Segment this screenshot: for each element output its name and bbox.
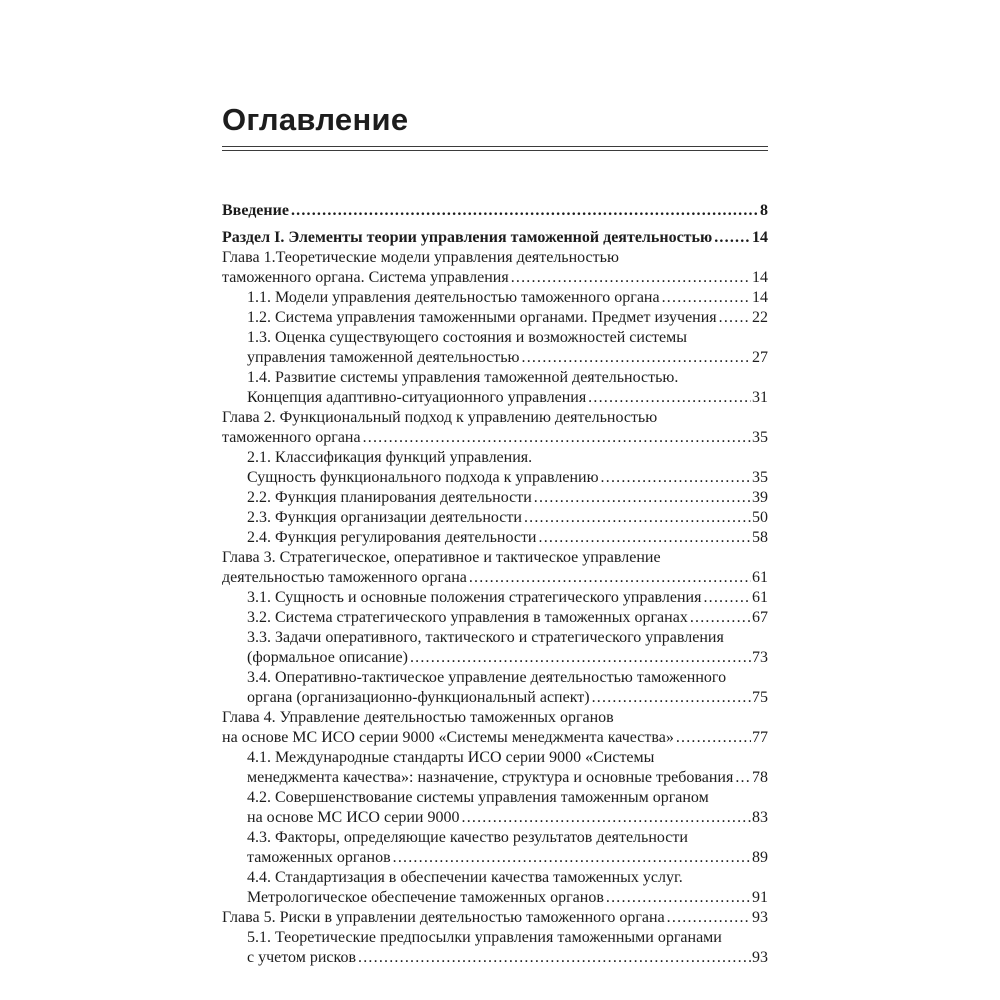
- toc-entry-lastline: [247, 508, 768, 528]
- toc-entry-line: 3.4. Оперативно-тактическое управление деятельностью таможенного: [247, 669, 727, 686]
- toc-entry-text: 2.3. Функция организации деятельности: [247, 509, 522, 526]
- page-number: 78: [752, 769, 768, 786]
- dot-leader: [714, 228, 751, 248]
- toc-entry-text: (формальное описание): [247, 649, 408, 666]
- dot-leader: [719, 308, 751, 328]
- dot-leader: [534, 488, 751, 508]
- toc-entry-line: Глава 2. Функциональный подход к управлению деятельностью: [222, 409, 658, 426]
- toc-entry: [222, 628, 768, 668]
- page-number: 83: [752, 809, 768, 826]
- dot-leader: [592, 688, 751, 708]
- toc-entry-line: 4.4. Стандартизация в обеспечении качества таможенных услуг.: [247, 869, 683, 886]
- toc-entry-lastline: [247, 768, 768, 788]
- toc-entry-text: таможенного органа: [222, 429, 361, 446]
- toc-entry-text: на основе МС ИСО серии 9000 «Системы менеджмента качества»: [222, 729, 674, 746]
- toc-entry-line: 1.4. Развитие системы управления таможенной деятельностью.: [247, 369, 679, 386]
- page-number: 89: [752, 849, 768, 866]
- toc-entry: [222, 408, 768, 448]
- toc-entry: [222, 708, 768, 748]
- page-number: 35: [752, 469, 768, 486]
- dot-leader: [676, 728, 751, 748]
- toc-entry: [222, 868, 768, 908]
- toc-entry: [222, 928, 768, 968]
- toc-entry-lastline: [247, 388, 768, 408]
- page-number: 8: [760, 202, 768, 219]
- toc-entry-lastline: [247, 808, 768, 828]
- page-number: 93: [752, 909, 768, 926]
- toc-entry-line: Глава 4. Управление деятельностью таможенных органов: [222, 709, 614, 726]
- toc-entry: [222, 288, 768, 308]
- toc-entry: [222, 488, 768, 508]
- toc-entry-line: 3.3. Задачи оперативного, тактического и стратегического управления: [247, 629, 724, 646]
- toc-entry-text: Концепция адаптивно-ситуационного управления: [247, 389, 587, 406]
- toc-entry-lastline: [247, 348, 768, 368]
- toc-entry: [222, 228, 768, 248]
- toc-entry: [222, 248, 768, 288]
- toc-entry: [222, 508, 768, 528]
- toc-entry: [222, 908, 768, 928]
- dot-leader: [462, 808, 752, 828]
- toc-entry-lastline: [222, 228, 768, 248]
- toc-entry-lastline: [222, 201, 768, 221]
- toc-entry: [222, 788, 768, 828]
- dot-leader: [601, 468, 751, 488]
- toc-entry-lastline: [247, 588, 768, 608]
- page-number: 77: [752, 729, 768, 746]
- page-number: 31: [752, 389, 768, 406]
- toc-entry-lastline: [247, 948, 768, 968]
- page-number: 67: [752, 609, 768, 626]
- toc-entry-text: деятельностью таможенного органа: [222, 569, 467, 586]
- toc-entry-lastline: [222, 428, 768, 448]
- page-number: 61: [752, 589, 768, 606]
- toc-entry: [222, 748, 768, 788]
- toc-entry: [222, 201, 768, 221]
- page-number: 73: [752, 649, 768, 666]
- page-number: 22: [752, 309, 768, 326]
- toc-entry-lastline: [247, 688, 768, 708]
- toc-entry: [222, 328, 768, 368]
- toc-entry-line: 4.2. Совершенствование системы управления таможенным органом: [247, 789, 709, 806]
- toc-entry-text: 2.2. Функция планирования деятельности: [247, 489, 532, 506]
- toc: [222, 201, 768, 968]
- page-number: 61: [752, 569, 768, 586]
- dot-leader: [703, 588, 751, 608]
- toc-entry: [222, 608, 768, 628]
- toc-entry: [222, 668, 768, 708]
- toc-entry-line: Глава 1.Теоретические модели управления деятельностью: [222, 249, 619, 266]
- toc-entry-text: менеджмента качества»: назначение, структура и основные требования: [247, 769, 734, 786]
- toc-entry: [222, 588, 768, 608]
- dot-leader: [662, 288, 751, 308]
- title-double-rule: [222, 146, 768, 151]
- toc-entry-line: 5.1. Теоретические предпосылки управления таможенными органами: [247, 929, 722, 946]
- toc-entry-lastline: [222, 728, 768, 748]
- toc-entry-lastline: [247, 488, 768, 508]
- toc-entry-line: 4.1. Международные стандарты ИСО серии 9000 «Системы: [247, 749, 655, 766]
- page-number: 39: [752, 489, 768, 506]
- toc-entry-text: 3.1. Сущность и основные положения стратегического управления: [247, 589, 702, 606]
- toc-entry: [222, 548, 768, 588]
- toc-entry-lastline: [247, 888, 768, 908]
- toc-entry: [222, 528, 768, 548]
- toc-entry-text: управления таможенной деятельностью: [247, 349, 520, 366]
- toc-entry: [222, 828, 768, 868]
- toc-entry-line: 4.3. Факторы, определяющие качество результатов деятельности: [247, 829, 688, 846]
- toc-entry-text: на основе МС ИСО серии 9000: [247, 809, 460, 826]
- toc-entry-lastline: [222, 908, 768, 928]
- toc-entry-text: 1.2. Система управления таможенными органами. Предмет изучения: [247, 309, 717, 326]
- dot-leader: [511, 268, 751, 288]
- page-number: 35: [752, 429, 768, 446]
- page-number: 27: [752, 349, 768, 366]
- page-number: 91: [752, 889, 768, 906]
- toc-entry-text: таможенных органов: [247, 849, 391, 866]
- dot-leader: [363, 428, 751, 448]
- toc-entry-text: 3.2. Система стратегического управления в таможенных органах: [247, 609, 688, 626]
- page-title: Оглавление: [222, 102, 409, 137]
- toc-entry-lastline: [247, 848, 768, 868]
- page-number: 50: [752, 509, 768, 526]
- dot-leader: [667, 908, 751, 928]
- toc-entry-text: 2.4. Функция регулирования деятельности: [247, 529, 537, 546]
- toc-entry: [222, 308, 768, 328]
- dot-leader: [522, 348, 751, 368]
- dot-leader: [358, 948, 751, 968]
- dot-leader: [291, 201, 759, 221]
- toc-entry-text: Введение: [222, 202, 289, 219]
- dot-leader: [588, 388, 751, 408]
- toc-entry-lastline: [247, 648, 768, 668]
- toc-entry-text: органа (организационно-функциональный аспект): [247, 689, 590, 706]
- page-number: 14: [752, 269, 768, 286]
- dot-leader: [524, 508, 751, 528]
- dot-leader: [690, 608, 751, 628]
- toc-entry-text: Глава 5. Риски в управлении деятельностью таможенного органа: [222, 909, 665, 926]
- page-header: [222, 102, 768, 151]
- dot-leader: [393, 848, 751, 868]
- dot-leader: [606, 888, 751, 908]
- toc-entry-text: Сущность функционального подхода к управлению: [247, 469, 599, 486]
- toc-entry: [222, 368, 768, 408]
- toc-entry-lastline: [222, 268, 768, 288]
- toc-entry-lastline: [222, 568, 768, 588]
- toc-entry-line: 1.3. Оценка существующего состояния и возможностей системы: [247, 329, 688, 346]
- toc-entry: [222, 448, 768, 488]
- toc-entry-text: с учетом рисков: [247, 949, 357, 966]
- dot-leader: [410, 648, 751, 668]
- page-number: 14: [752, 229, 768, 246]
- toc-entry-text: Раздел I. Элементы теории управления таможенной деятельностью: [222, 229, 713, 246]
- toc-entry-text: Метрологическое обеспечение таможенных органов: [247, 889, 604, 906]
- dot-leader: [469, 568, 751, 588]
- toc-entry-lastline: [247, 308, 768, 328]
- dot-leader: [735, 768, 751, 788]
- toc-entry-lastline: [247, 468, 768, 488]
- page-number: 75: [752, 689, 768, 706]
- toc-entry-text: таможенного органа. Система управления: [222, 269, 509, 286]
- toc-entry-text: 1.1. Модели управления деятельностью таможенного органа: [247, 289, 660, 306]
- toc-entry-line: 2.1. Классификация функций управления.: [247, 449, 533, 466]
- dot-leader: [539, 528, 752, 548]
- toc-entry-line: Глава 3. Стратегическое, оперативное и тактическое управление: [222, 549, 661, 566]
- page-number: 58: [752, 529, 768, 546]
- toc-entry-lastline: [247, 608, 768, 628]
- toc-entry-lastline: [247, 528, 768, 548]
- page-number: 93: [752, 949, 768, 966]
- page-number: 14: [752, 289, 768, 306]
- toc-entry-lastline: [247, 288, 768, 308]
